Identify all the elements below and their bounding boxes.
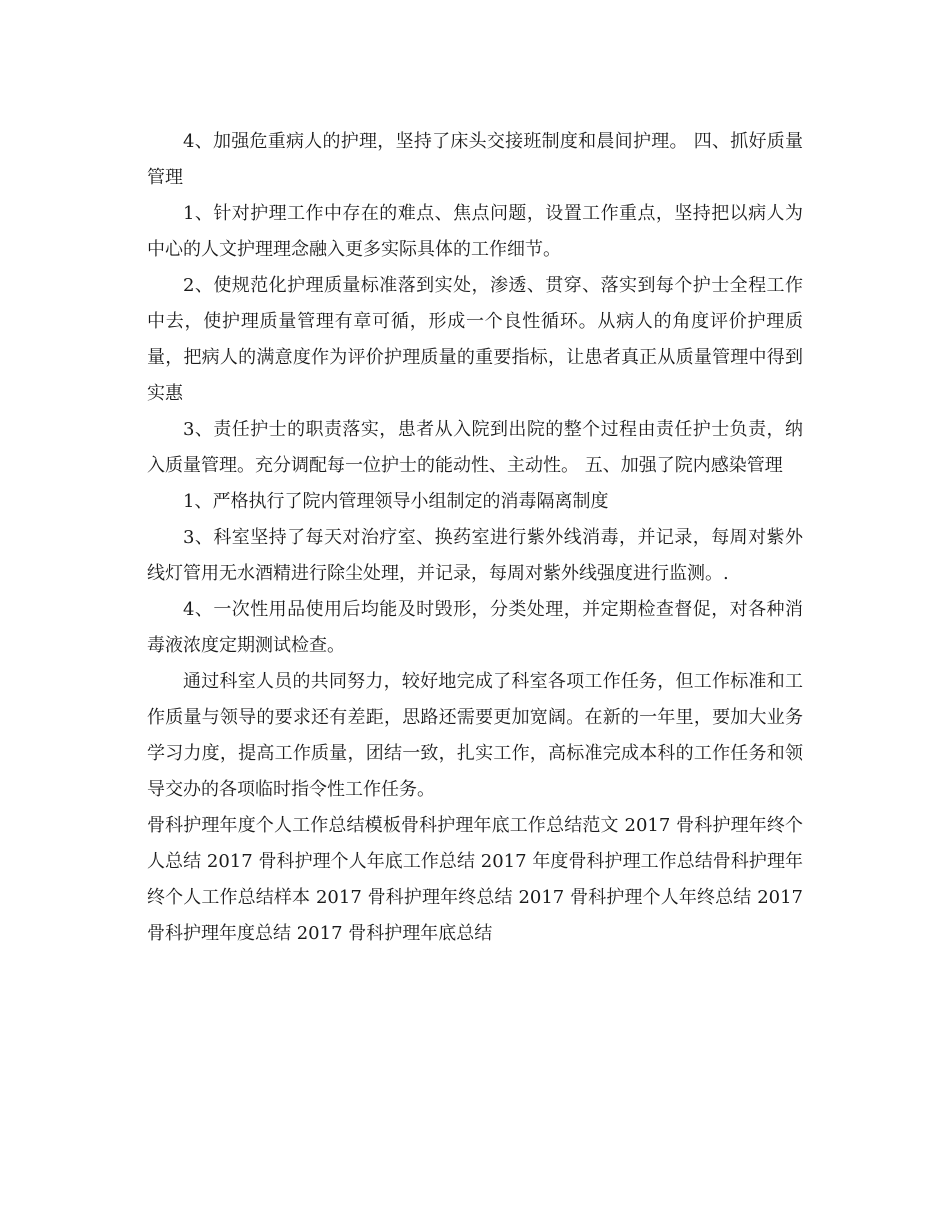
paragraph-nurse-responsibility: 3、责任护士的职责落实，患者从入院到出院的整个过程由责任护士负责，纳入质量管理。充分调配每一位护士的能动性、主动性。 五、加强了院内感染管理	[147, 419, 803, 476]
paragraph-uv-disinfection: 3、科室坚持了每天对治疗室、换药室进行紫外线消毒，并记录，每周对紫外线灯管用无水酒精进行除尘处理，并记录，每周对紫外线强度进行监测。.	[147, 527, 803, 584]
paragraph-critical-care: 4、加强危重病人的护理，坚持了床头交接班制度和晨间护理。 四、抓好质量管理	[147, 131, 803, 188]
paragraph-disposables: 4、一次性用品使用后均能及时毁形，分类处理，并定期检查督促，对各种消毒液浓度定期测试检查。	[147, 599, 803, 656]
paragraph-quality-standards: 2、使规范化护理质量标准落到实处，渗透、贯穿、落实到每个护士全程工作中去，使护理质量管理有章可循，形成一个良性循环。从病人的角度评价护理质量，把病人的满意度作为评价护理质量的重要指标，让患者真正从质量管理中得到实惠	[147, 275, 803, 404]
related-links-text: 骨科护理年度个人工作总结模板骨科护理年底工作总结范文 2017 骨科护理年终个人总结 2017 骨科护理个人年底工作总结 2017 年度骨科护理工作总结骨科护理年终个人工作总结样本 2017 骨科护理年终总结 2017 骨科护理个人年终总结 2017 骨科护理年度总结 2017 骨科护理年底总结	[147, 815, 803, 944]
paragraph-disinfection-policy: 1、严格执行了院内管理领导小组制定的消毒隔离制度	[183, 491, 609, 512]
document-body	[147, 124, 803, 952]
paragraph-quality-focus: 1、针对护理工作中存在的难点、焦点问题，设置工作重点，坚持把以病人为中心的人文护理理念融入更多实际具体的工作细节。	[147, 203, 803, 260]
paragraph-summary: 通过科室人员的共同努力，较好地完成了科室各项工作任务，但工作标准和工作质量与领导的要求还有差距，思路还需要更加宽阔。在新的一年里，要加大业务学习力度，提高工作质量，团结一致，扎实工作，高标准完成本科的工作任务和领导交办的各项临时指令性工作任务。	[147, 671, 803, 800]
